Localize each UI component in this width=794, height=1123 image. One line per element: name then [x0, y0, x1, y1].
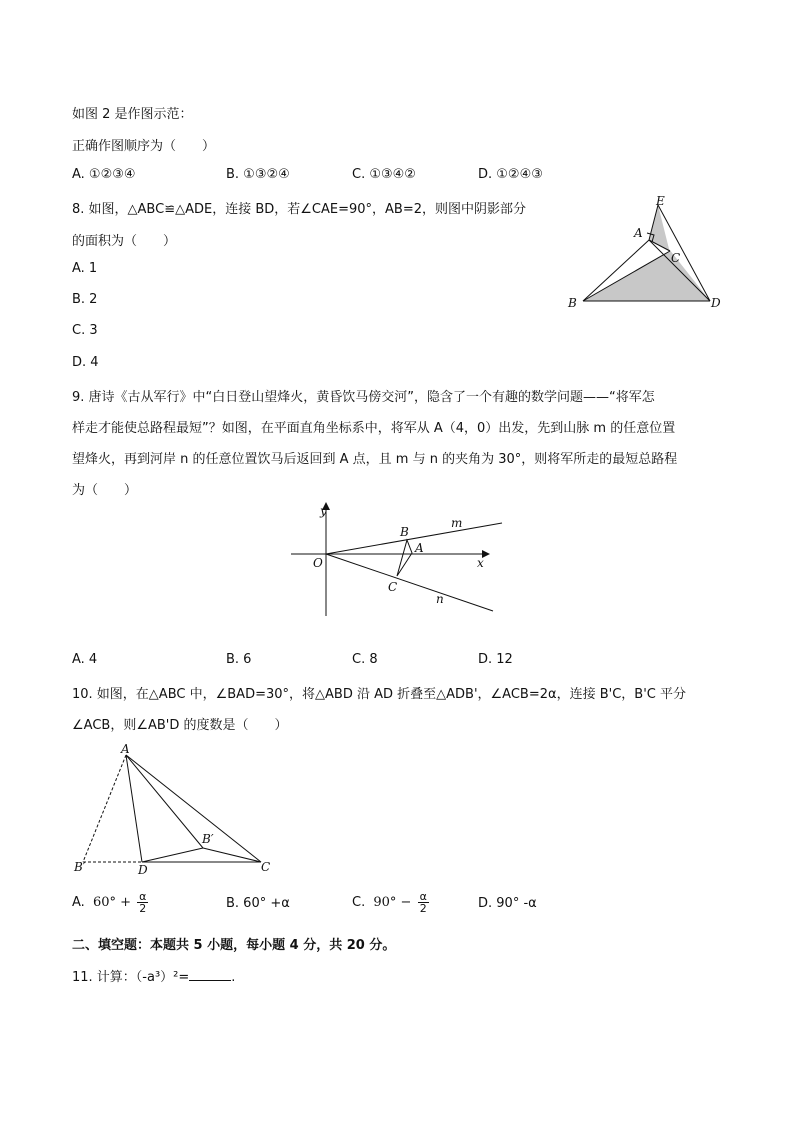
- q8-option-b: B. 2: [72, 292, 98, 307]
- q10-label-b-prime: B′: [202, 832, 214, 846]
- q10-option-a-numerator: α: [139, 890, 147, 903]
- q9-label-o: O: [313, 556, 323, 570]
- q10-label-c: C: [261, 860, 271, 874]
- q9-stem-line-3: 望烽火，再到河岸 n 的任意位置饮马后返回到 A 点，且 m 与 n 的夹角为 30°，则将军所走的最短总路程: [72, 452, 678, 467]
- q8-figure: [560, 192, 730, 314]
- q9-option-a: A. 4: [72, 652, 98, 667]
- q10-label-a: A: [121, 742, 130, 756]
- q9-label-y: y: [320, 504, 327, 518]
- q10-option-a-fraction: [137, 891, 148, 914]
- intro-line-1: 如图 2 是作图示范：: [72, 107, 193, 122]
- q8-label-d: D: [711, 296, 721, 310]
- q9-label-n: n: [436, 592, 444, 606]
- q9-label-m: m: [451, 516, 463, 530]
- q7-option-c: C. ①③④②: [352, 167, 416, 182]
- q9-stem-line-4: 为（ ）: [72, 483, 138, 498]
- q9-option-c: C. 8: [352, 652, 378, 667]
- q8-stem-line-1: 8. 如图，△ABC≌△ADE，连接 BD，若∠CAE=90°，AB=2，则图中阴影部分: [72, 202, 527, 217]
- q8-label-c: C: [671, 251, 681, 265]
- q10-option-c-value: 90° −: [373, 895, 412, 910]
- q9-stem-line-2: 样走才能使总路程最短”？如图，在平面直角坐标系中，将军从 A（4，0）出发，先到山脉 m 的任意位置: [72, 421, 676, 436]
- q9-line-m: [326, 523, 502, 554]
- q10-option-a-prefix: A.: [72, 895, 85, 910]
- q8-label-b: B: [568, 296, 577, 310]
- q9-line-n: [326, 554, 493, 611]
- q10-stem-line-1: 10. 如图，在△ABC 中，∠BAD=30°，将△ABD 沿 AD 折叠至△ADB'，∠ACB=2α，连接 B'C，B'C 平分: [72, 687, 686, 702]
- q7-option-a: A. ①②③④: [72, 167, 136, 182]
- q8-label-e: E: [656, 194, 665, 208]
- section-2-heading: 二、填空题：本题共 5 小题，每小题 4 分，共 20 分。: [72, 938, 396, 953]
- q8-option-c: C. 3: [72, 323, 98, 338]
- q8-option-a: A. 1: [72, 261, 98, 276]
- q9-label-c: C: [388, 580, 398, 594]
- q8-option-d: D. 4: [72, 355, 99, 370]
- q10-option-c-prefix: C.: [352, 895, 366, 910]
- q9-option-b: B. 6: [226, 652, 252, 667]
- q10-option-a: [72, 891, 148, 914]
- q10-option-b: B. 60° +α: [226, 896, 290, 911]
- q9-figure: [285, 498, 505, 620]
- q9-label-x: x: [477, 556, 484, 570]
- q10-option-c-denominator: 2: [419, 902, 427, 915]
- q10-label-d: D: [138, 863, 148, 876]
- q9-triangle-abc: [397, 540, 412, 576]
- q7-option-b: B. ①③②④: [226, 167, 290, 182]
- q11-stem: [72, 966, 235, 985]
- q10-option-c-numerator: α: [419, 890, 427, 903]
- q10-option-a-denominator: 2: [139, 902, 147, 915]
- q11-answer-blank[interactable]: [189, 968, 231, 981]
- q11-expression: 11. 计算：（-a³）²=: [72, 970, 190, 985]
- q10-option-c: [352, 891, 429, 914]
- q10-figure: [70, 740, 280, 876]
- q9-label-b: B: [400, 525, 409, 539]
- q7-option-d: D. ①②④③: [478, 167, 543, 182]
- q9-label-a: A: [415, 541, 424, 555]
- q9-option-d: D. 12: [478, 652, 513, 667]
- q8-stem-line-2: 的面积为（ ）: [72, 234, 177, 249]
- q10-option-d: D. 90° -α: [478, 896, 537, 911]
- q11-suffix: .: [231, 970, 236, 985]
- intro-line-2: 正确作图顺序为（ ）: [72, 139, 216, 154]
- q8-label-a: A: [634, 226, 643, 240]
- q10-option-a-value: 60° +: [92, 895, 132, 910]
- q10-label-b-prime-left: B′: [74, 860, 86, 874]
- q10-stem-line-2: ∠ACB，则∠AB'D 的度数是（ ）: [72, 718, 288, 733]
- q10-option-c-fraction: [418, 891, 429, 914]
- q9-stem-line-1: 9. 唐诗《古从军行》中“白日登山望烽火，黄昏饮马傍交河”，隐含了一个有趣的数学问题——“将军怎: [72, 390, 655, 405]
